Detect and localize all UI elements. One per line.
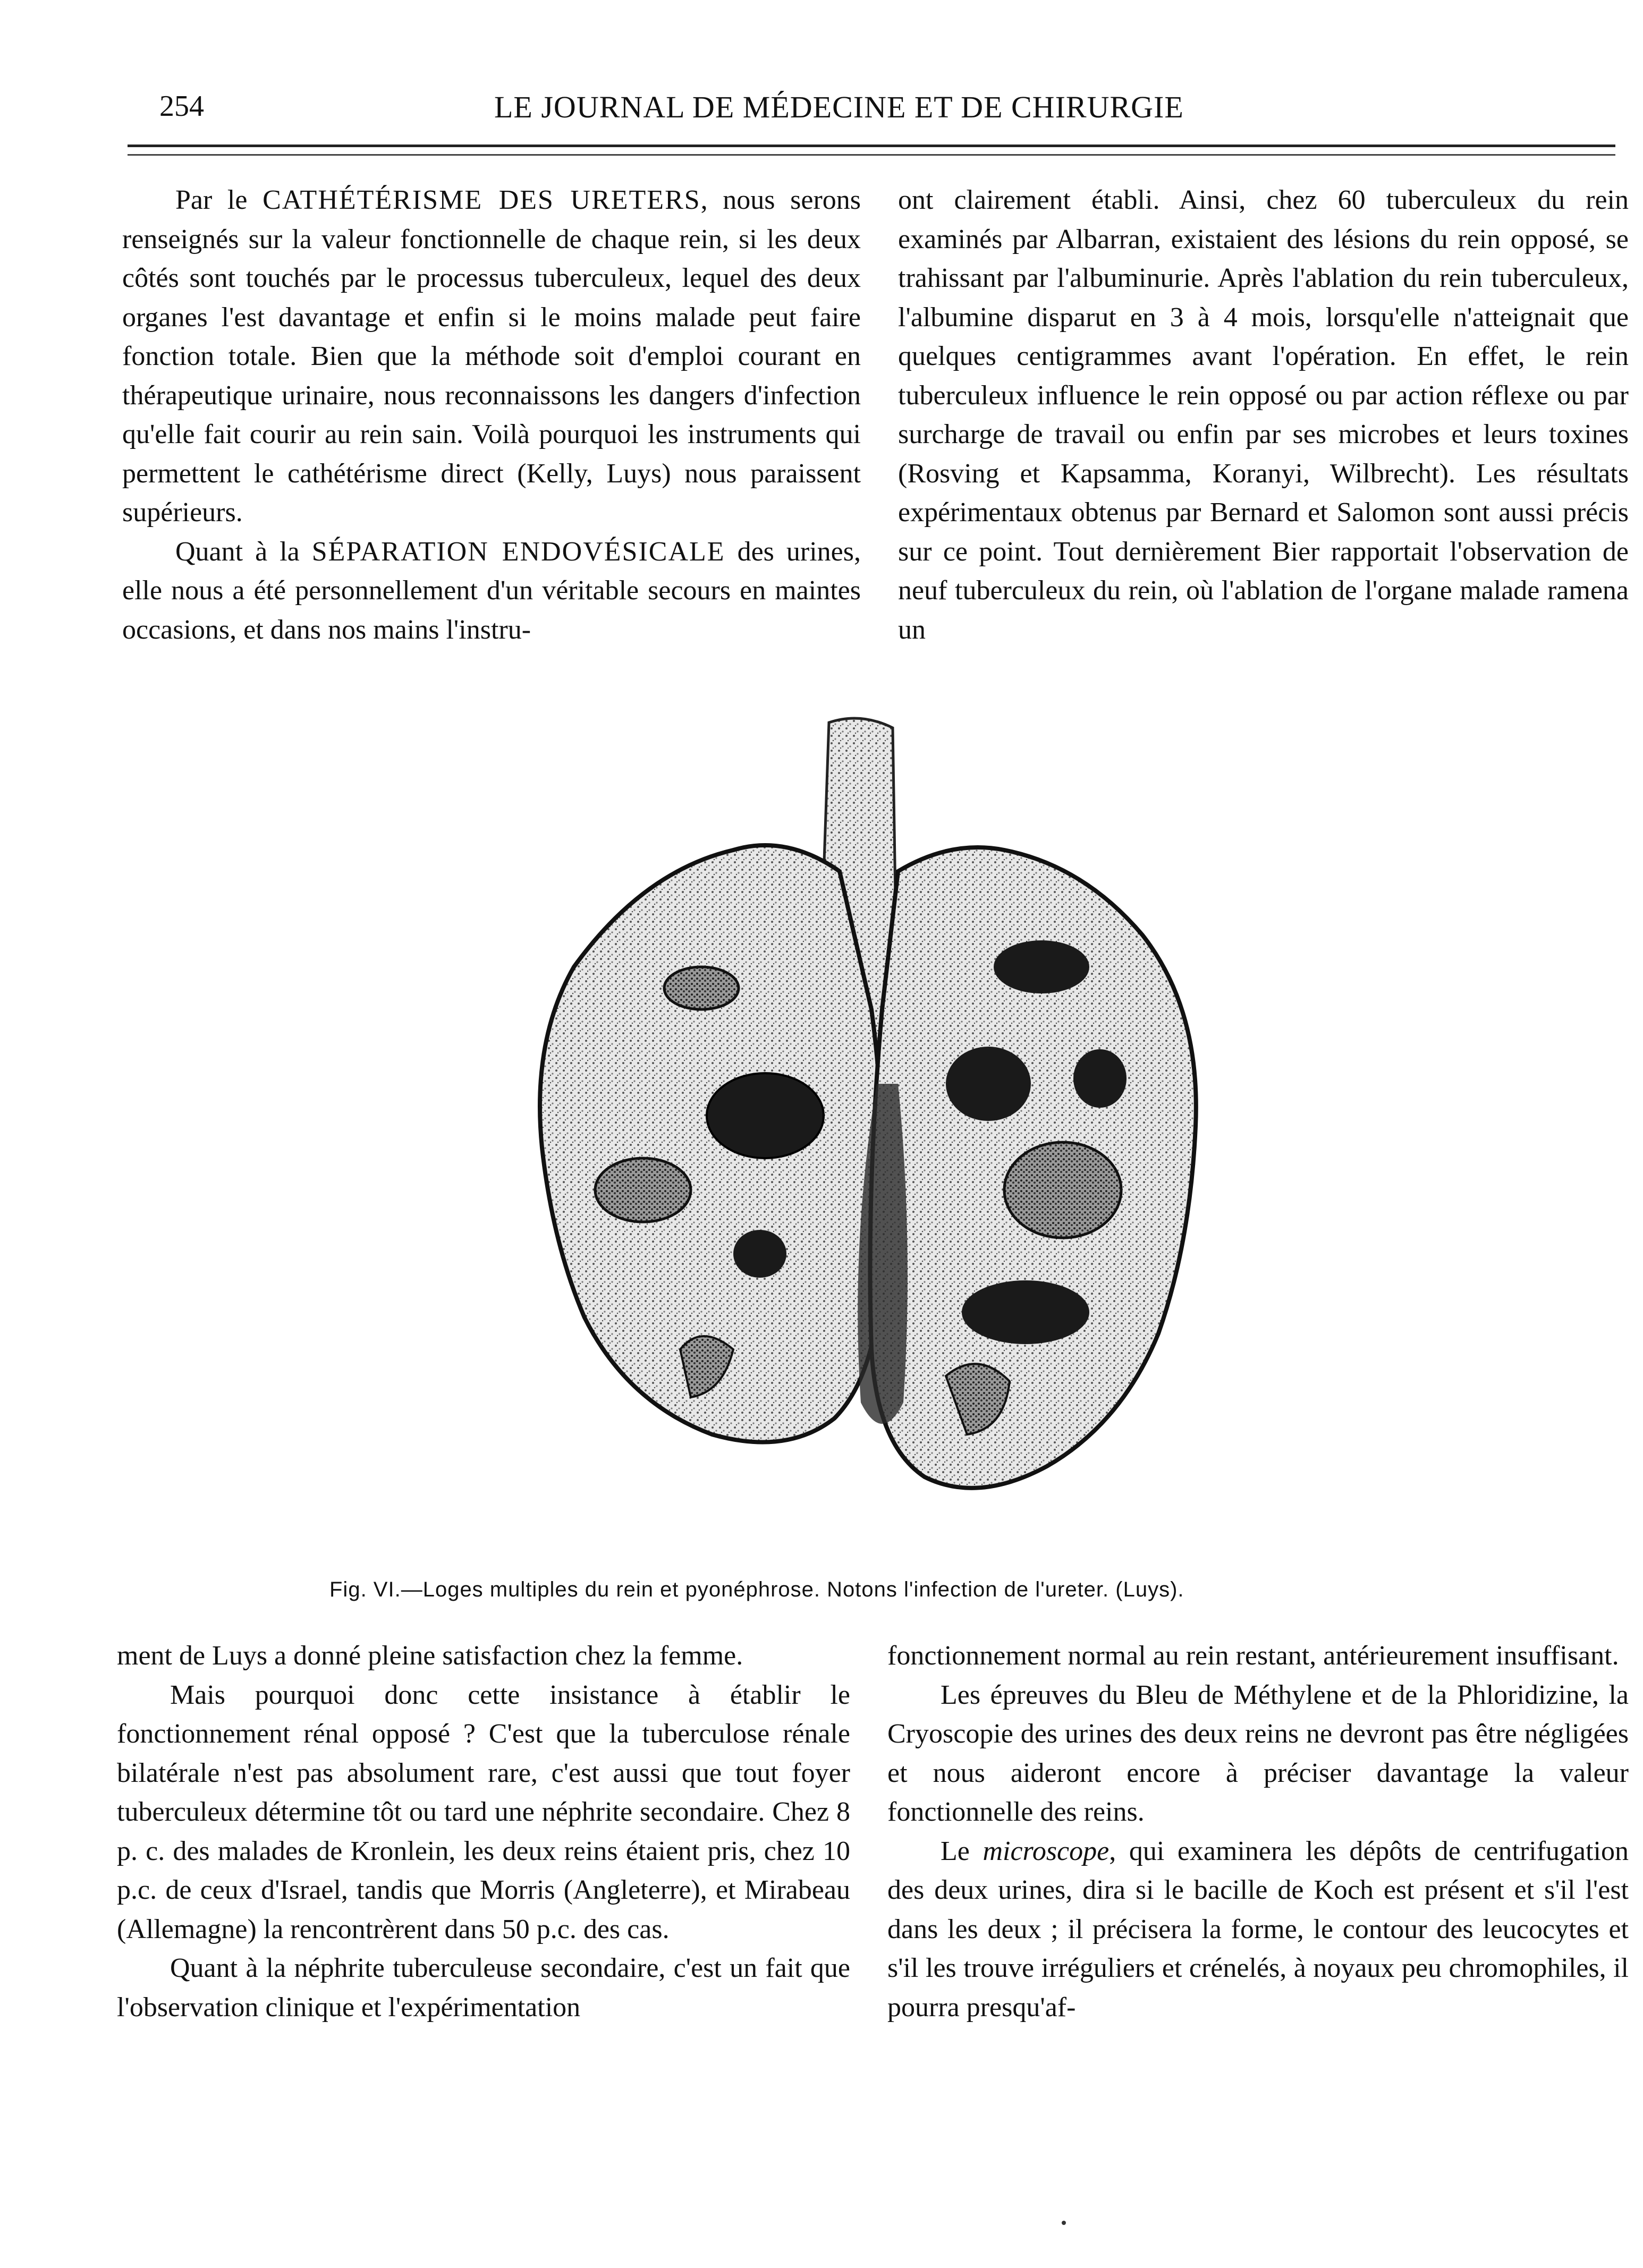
top-right-column: [898, 181, 1629, 649]
italic-term: microscope: [983, 1836, 1110, 1866]
small-caps-term: CATHÉTÉRISME DES URETERS: [262, 185, 701, 215]
paragraph-secondary-nephritis: Quant à la néphrite tuberculeuse secondaire, c'est un fait que l'observation clinique et l'expérimentation: [117, 1953, 850, 2023]
text-run: Le: [941, 1836, 983, 1866]
paragraph-methylene-blue-test: Les épreuves du Bleu de Méthylene et de la Phloridizine, la Cryoscopie des urines des deux reins ne devront pas être négligées et nous aideront encore à préciser davantage la valeur fonctionnelle des reins.: [887, 1679, 1629, 1827]
bottom-right-column: [887, 1636, 1629, 2027]
kidney-illustration: [510, 712, 1254, 1541]
text-run: , nous serons renseignés sur la valeur fonctionnelle de chaque rein, si les deux côtés sont touchés par le processus tuberculeux, lequel des deux organes l'est davantage et enfin si le moins malade peut faire fonction totale. Bien que la méthode soit d'emploi courant en thérapeutique urinaire, nous reconnaissons les dangers d'infection qu'elle fait courir au rein sain. Voilà pourquoi les instruments qui permettent le cathétérisme direct (Kelly, Luys) nous paraissent supérieurs.: [122, 185, 861, 528]
small-caps-term: SÉPARATION ENDOVÉSICALE: [311, 536, 725, 567]
print-speck: [1062, 2221, 1066, 2225]
running-header: [159, 89, 1509, 137]
paragraph-microscope: [887, 1832, 1629, 2027]
header-rule: [128, 145, 1615, 147]
text-run: , qui examinera les dépôts de centrifugation des deux urines, dira si le bacille de Koch est présent et s'il l'est dans les deux ; il précisera la forme, le contour des leucocytes et s'il les trouve irréguliers et crénelés, à noyaux peu chromophiles, il pourra presqu'af-: [887, 1836, 1629, 2023]
kidney-section-drawing: [510, 712, 1254, 1541]
text-run: Par le: [175, 185, 263, 215]
header-rule-thin: [128, 154, 1615, 156]
text-run: Quant à la: [175, 536, 312, 567]
paragraph-luys-result: ment de Luys a donné pleine satisfaction chez la femme.: [117, 1641, 743, 1671]
bottom-left-column: [117, 1636, 850, 2027]
text-run: des urines, elle nous a été personnellement d'un véritable secours en maintes occasions, et dans nos mains l'instru-: [122, 536, 861, 645]
paragraph-ureter-catheterization: [122, 181, 861, 532]
paragraph-clinical-evidence: ont clairement établi. Ainsi, chez 60 tuberculeux du rein examinés par Albarran, existaient des lésions du rein opposé, se trahissant par l'albuminurie. Après l'ablation du rein tuberculeux, l'albumine disparut en 3 à 4 mois, lorsqu'elle n'atteignait que quelques centigrammes avant l'opération. En effet, le rein tuberculeux influence le rein opposé ou par action réflexe ou par surcharge de travail ou enfin par ses microbes et leurs toxines (Rosving et Kapsamma, Koranyi, Wilbrecht). Les résultats expérimentaux obtenus par Bernard et Salomon sont aussi précis sur ce point. Tout dernièrement Bier rapportait l'observation de neuf tuberculeux du rein, où l'ablation de l'organe malade ramena un: [898, 185, 1629, 645]
figure-caption: Fig. VI.—Loges multiples du rein et pyonéphrose. Notons l'infection de l'ureter. (Luys).: [329, 1578, 1184, 1601]
paragraph-remaining-kidney: fonctionnement normal au rein restant, antérieurement insuffisant.: [887, 1641, 1619, 1671]
top-left-column: [122, 181, 861, 649]
page-number: 254: [159, 90, 204, 123]
paragraph-bilateral-tuberculosis: Mais pourquoi donc cette insistance à établir le fonctionnement rénal opposé ? C'est que la tuberculose rénale bilatérale n'est pas absolument rare, c'est aussi que tout foyer tuberculeux détermine tôt ou tard une néphrite secondaire. Chez 8 p. c. des malades de Kronlein, les deux reins étaient pris, chez 10 p.c. de ceux d'Israel, tandis que Morris (Angleterre), et Mirabeau (Allemagne) la rencontrèrent dans 50 p.c. des cas.: [117, 1679, 850, 1944]
paragraph-endovesical-separation: [122, 532, 861, 650]
running-title: LE JOURNAL DE MÉDECINE ET DE CHIRURGIE: [494, 90, 1184, 124]
